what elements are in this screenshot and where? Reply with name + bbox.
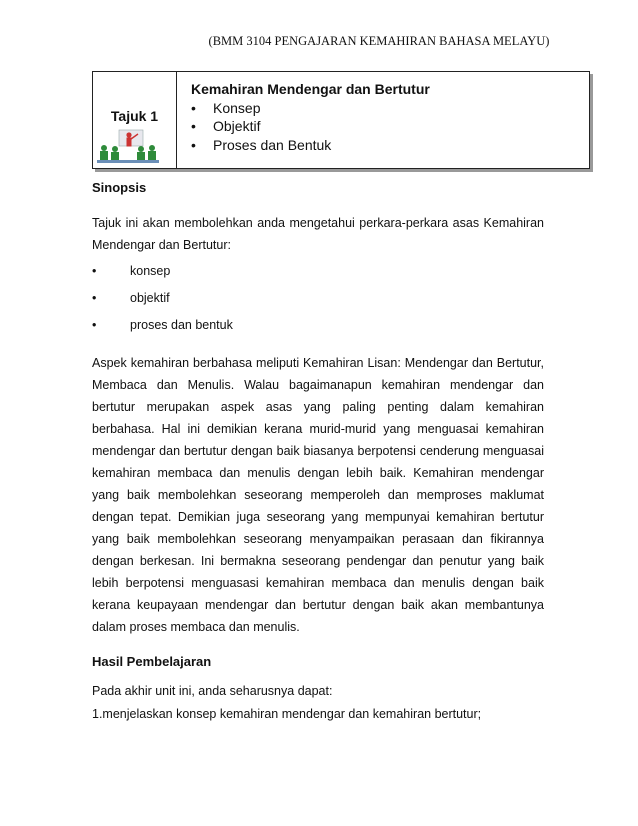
bullet: • [92, 318, 97, 332]
sinopsis-item-text: objektif [130, 291, 170, 305]
sinopsis-heading: Sinopsis [92, 180, 147, 195]
document-header: (BMM 3104 PENGAJARAN KEMAHIRAN BAHASA MELAYU) [208, 34, 550, 48]
sinopsis-item-text: konsep [130, 264, 171, 278]
topic-list [191, 99, 430, 155]
sinopsis-item-text: proses dan bentuk [130, 318, 233, 332]
topic-list-item [191, 117, 430, 136]
topic-list-item [191, 136, 430, 155]
hasil-intro: Pada akhir unit ini, anda seharusnya dapat: [92, 684, 333, 698]
topic-label: Tajuk 1 [110, 108, 159, 124]
topic-list-item [191, 99, 430, 118]
hasil-heading: Hasil Pembelajaran [92, 654, 212, 669]
topic-box [92, 71, 590, 169]
topic-title: Kemahiran Mendengar dan Bertutur [191, 81, 430, 97]
sinopsis-intro: Tajuk ini akan membolehkan anda mengetahui perkara-perkara asas Kemahiran Mendengar dan Bertutur: [92, 216, 544, 252]
bullet: • [191, 136, 196, 153]
topic-content [177, 72, 430, 168]
sinopsis-list-item [92, 264, 233, 291]
topic-item-text: Objektif [213, 118, 261, 134]
bullet: • [92, 264, 97, 278]
topic-item-text: Konsep [213, 99, 261, 116]
sinopsis-paragraph: Aspek kemahiran berbahasa meliputi Kemahiran Lisan: Mendengar dan Bertutur, Membaca dan Menulis. Walau bagaimanapun kemahiran mendengar dan bertutur merupakan aspek asas yang paling penting dalam kemahiran berbahasa. Hal ini demikian kerana murid-murid yang menguasai kemahiran mendengar dan bertutur dengan baik biasanya berpotensi cenderung menguasai kemahiran membaca dan menulis dengan lebih baik. Kemahiran mendengar yang baik membolehkan seseorang memperoleh dan memproses maklumat dengan tepat. Demikian juga seseorang yang mempunyai kemahiran bertutur yang baik membolehkan seseorang menyampaikan perasaan dan fikirannya dengan berkesan. Ini bermakna seseorang pendengar dan penutur yang baik lebih berpotensi menguasasi kemahiran membaca dan menulis dengan baik kerana keupayaan mendengar dan bertutur dengan baik akan membantunya dalam proses membaca dan menulis. [92, 356, 544, 634]
hasil-item-1: 1.menjelaskan konsep kemahiran mendengar dan kemahiran bertutur; [92, 707, 482, 721]
topic-label-cell [93, 72, 177, 168]
sinopsis-list-item [92, 291, 233, 318]
bullet: • [92, 291, 97, 305]
topic-item-text: Proses dan Bentuk [213, 136, 332, 153]
classroom-teacher-icon [97, 128, 159, 164]
bullet: • [191, 99, 196, 116]
sinopsis-list-item [92, 318, 233, 345]
bullet: • [191, 118, 196, 134]
sinopsis-list [92, 264, 233, 345]
